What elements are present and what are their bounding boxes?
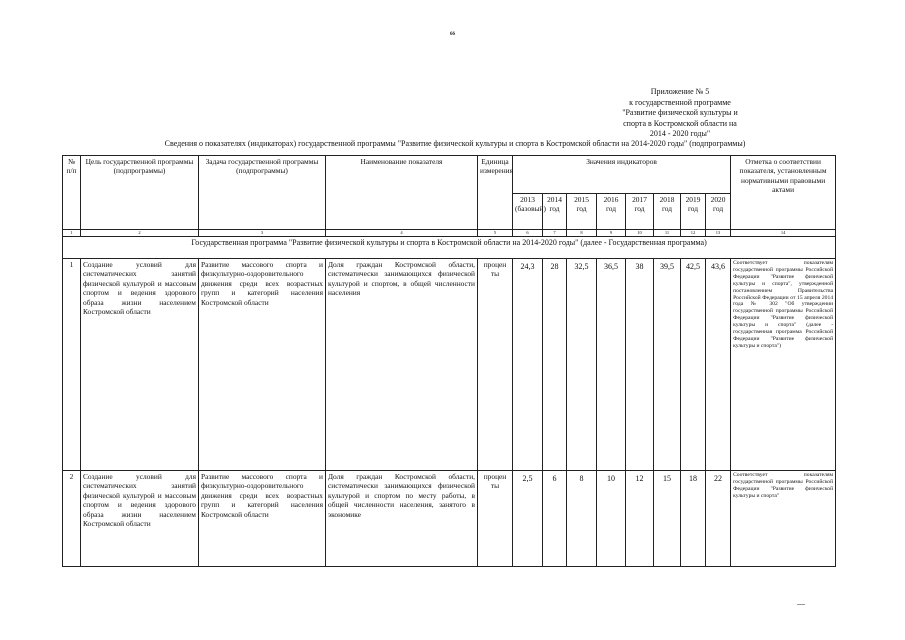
table-row <box>63 259 836 471</box>
row-value: 43,6 <box>706 259 731 471</box>
row-value: 15 <box>654 471 681 567</box>
header-task: Задача государственной программы (подпрограммы) <box>199 156 326 230</box>
header-values: Значения индикаторов <box>513 156 731 194</box>
column-number: 12 <box>681 230 706 237</box>
row-note: Соответствует показателям государственной программы Российской Федерации "Развитие физической культуры и спорта", утвержденной постановлением Правительства Российской Федерации от 15 апреля 2014 года № 302 "Об утверждении государственной программы Российской Федерации "Развитие физической культуры и спорта" (далее - государственная программа Российской Федерации "Развитие физической культуры и спорта") <box>731 259 836 471</box>
row-num: 2 <box>63 471 81 567</box>
header-indicator: Наименование показателя <box>326 156 478 230</box>
row-value: 42,5 <box>681 259 706 471</box>
row-goal: Создание условий для систематических занятий физической культурой и массовым спортом и ведения здорового образа жизни населением Костромской области <box>81 259 199 471</box>
column-number: 7 <box>543 230 567 237</box>
row-value: 18 <box>681 471 706 567</box>
row-value: 24,3 <box>513 259 543 471</box>
row-value: 8 <box>567 471 597 567</box>
scan-mark <box>797 604 805 605</box>
column-number: 2 <box>81 230 199 237</box>
row-task: Развитие массового спорта и физкультурно-оздоровительного движения среди всех возрастных групп и категорий населения Костромской области <box>199 259 326 471</box>
column-number: 14 <box>731 230 836 237</box>
column-number: 5 <box>478 230 513 237</box>
section-title: Государственная программа "Развитие физической культуры и спорта в Костромской области на 2014-2020 годы" (далее - Государственная программа) <box>63 237 836 259</box>
header-year: 2013 (базовый) <box>513 194 543 230</box>
header-year: 2015 год <box>567 194 597 230</box>
row-task: Развитие массового спорта и физкультурно-оздоровительного движения среди всех возрастных групп и категорий населения Костромской области <box>199 471 326 567</box>
column-number: 10 <box>626 230 654 237</box>
row-value: 12 <box>626 471 654 567</box>
appendix-line: спорта в Костромской области на <box>623 118 737 128</box>
row-value: 28 <box>543 259 567 471</box>
indicators-table <box>62 155 836 567</box>
header-year: 2019 год <box>681 194 706 230</box>
column-number: 6 <box>513 230 543 237</box>
row-note: Соответствует показателям государственной программы Российской Федерации "Развитие физической культуры и спорта" <box>731 471 836 567</box>
row-unit: процен ты <box>478 259 513 471</box>
column-number: 11 <box>654 230 681 237</box>
row-value: 38 <box>626 259 654 471</box>
column-number: 4 <box>326 230 478 237</box>
row-value: 10 <box>597 471 626 567</box>
appendix-line: Приложение № 5 <box>650 87 710 96</box>
page-number: 66 <box>450 32 455 37</box>
row-indicator: Доля граждан Костромской области, систематически занимающихся физической культурой и спортом, в общей численности населения <box>326 259 478 471</box>
header-year: 2014 год <box>543 194 567 230</box>
row-value: 39,5 <box>654 259 681 471</box>
header-note: Отметка о соответствии показателя, установленным нормативными правовыми актами <box>731 156 836 230</box>
row-num: 1 <box>63 259 81 471</box>
header-year: 2020 год <box>706 194 731 230</box>
column-number: 13 <box>706 230 731 237</box>
header-year: 2017 год <box>626 194 654 230</box>
column-number: 9 <box>597 230 626 237</box>
appendix-line: к государственной программе <box>629 97 731 107</box>
column-number: 3 <box>199 230 326 237</box>
appendix-header <box>580 87 780 140</box>
table-title: Сведения о показателях (индикаторах) государственной программы "Развитие физической культуры и спорта в Костромской области на 2014-2020 годы" (подпрограммы) <box>164 139 746 148</box>
column-number: 8 <box>567 230 597 237</box>
header-goal: Цель государственной программы (подпрограммы) <box>81 156 199 230</box>
table-row <box>63 471 836 567</box>
row-value: 6 <box>543 471 567 567</box>
row-goal: Создание условий для систематических занятий физической культурой и массовым спортом и ведения здорового образа жизни населением Костромской области <box>81 471 199 567</box>
row-indicator: Доля граждан Костромской области, систематически занимающихся физической культурой и спортом по месту работы, в общей численности населения, занятого в экономике <box>326 471 478 567</box>
row-value: 2,5 <box>513 471 543 567</box>
row-unit: процен ты <box>478 471 513 567</box>
appendix-line: "Развитие физической культуры и <box>622 108 738 117</box>
row-value: 36,5 <box>597 259 626 471</box>
appendix-line: 2014 - 2020 годы" <box>649 129 711 138</box>
column-number: 1 <box>63 230 81 237</box>
header-year: 2016 год <box>597 194 626 230</box>
row-value: 22 <box>706 471 731 567</box>
row-value: 32,5 <box>567 259 597 471</box>
header-unit: Единица измерения <box>478 156 513 230</box>
header-year: 2018 год <box>654 194 681 230</box>
header-num: № п/п <box>63 156 81 230</box>
